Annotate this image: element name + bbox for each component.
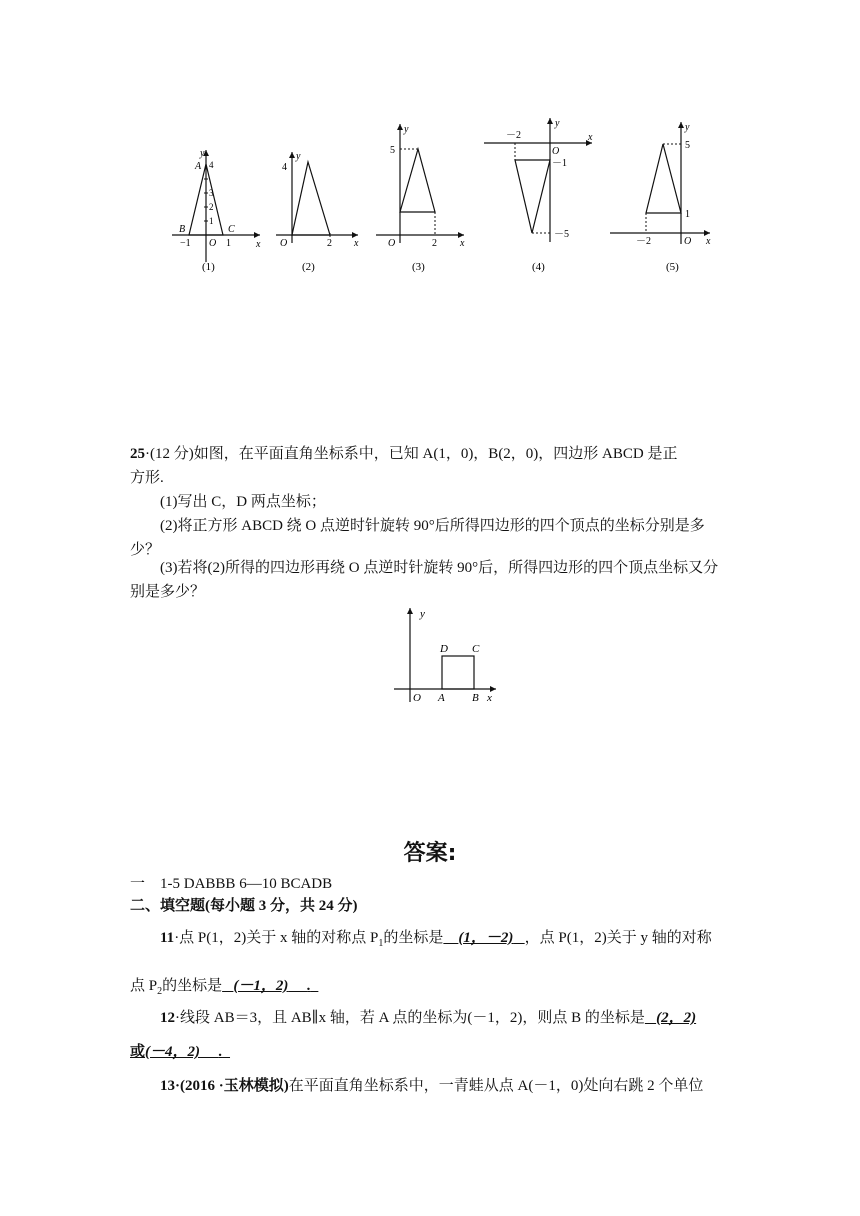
q11-text-c: ，点 P(1，2)关于 y 轴的对称 xyxy=(524,930,712,946)
q12-answer2: (－4，2) . xyxy=(145,1044,223,1060)
q25-axis-y: y xyxy=(420,608,425,620)
figure-5 xyxy=(606,112,716,277)
fig4-tick-neg1: －1 xyxy=(552,158,567,169)
q11-number: 11 xyxy=(160,930,175,946)
q11-line1 xyxy=(160,926,740,956)
fig1-tick-y1: 1 xyxy=(209,216,214,226)
q25-label-C: C xyxy=(472,643,480,655)
fig4-axis-x: x xyxy=(588,132,593,143)
q13-text: 在平面直角坐标系中，一青蛙从点 A(－1，0)处向右跳 2 个单位 xyxy=(288,1078,704,1094)
fig2-tick-y4: 4 xyxy=(282,162,287,173)
q13-number: 13 xyxy=(160,1078,175,1094)
fig1-tick-y2: 2 xyxy=(209,202,214,212)
q11-text-d: 点 P xyxy=(130,978,158,994)
fig5-label-O: O xyxy=(684,236,692,247)
fig5-axis-y: y xyxy=(685,122,690,133)
q12-line1 xyxy=(160,1006,740,1030)
q25-part1: (1)写出 C，D 两点坐标； xyxy=(160,494,326,510)
q11-text-b: 的坐标是 xyxy=(383,930,444,946)
q25-label-O: O xyxy=(413,692,421,704)
fig1-axis-x: x xyxy=(256,239,261,250)
q25-axis-x: x xyxy=(487,692,492,704)
q25-label-A: A xyxy=(438,692,445,704)
fig3-tick-y5: 5 xyxy=(390,145,395,156)
fig2-axis-x: x xyxy=(354,238,359,249)
fig2-tick-x2: 2 xyxy=(327,238,332,249)
q11-line2 xyxy=(130,974,730,1004)
fig3-axis-y: y xyxy=(404,124,409,135)
fig1-label-B: B xyxy=(179,224,186,235)
figure-4 xyxy=(480,112,600,277)
fig1-label-O: O xyxy=(209,238,217,249)
q12-text-a: ·线段 AB＝3，且 AB∥x 轴，若 A 点的坐标为(－1，2)，则点 B 的坐标是 xyxy=(175,1010,645,1026)
fig2-axis-y: y xyxy=(296,151,301,162)
fig1-label-C: C xyxy=(228,224,235,235)
answers-line1-text: 1-5 DABBB 6—10 BCADB xyxy=(160,876,333,892)
q13-line1 xyxy=(160,1074,740,1098)
q12-answer1: (2，2) xyxy=(656,1010,697,1026)
figure-1 xyxy=(168,112,268,277)
fig5-tick-y5: 5 xyxy=(685,140,690,151)
answers-line1-prefix: 一 xyxy=(130,876,146,892)
figure-3 xyxy=(372,112,472,277)
q12-line2 xyxy=(130,1040,730,1064)
q11-sub2: 2 xyxy=(157,986,163,997)
fig3-axis-x: x xyxy=(460,238,465,249)
fig4-label-O: O xyxy=(552,146,560,157)
q25-stem-line1 xyxy=(130,442,730,466)
q12-or: 或 xyxy=(130,1044,146,1060)
q25-part3-line1: (3)若将(2)所得的四边形再绕 O 点逆时针旋转 90°后，所得四边形的四个顶点坐标又分 xyxy=(160,560,719,576)
q11-answer2: (－1，2) . xyxy=(233,978,311,994)
q25-part3-line2: 别是多少？ xyxy=(130,584,206,600)
q11-answer1: (1，－2) xyxy=(458,930,514,946)
q25-part2-line1: (2)将正方形 ABCD 绕 O 点逆时针旋转 90°后所得四边形的四个顶点的坐标分别是多 xyxy=(160,518,705,534)
q11-sub1: 1 xyxy=(378,938,384,949)
fig5-tick-y1: 1 xyxy=(685,209,690,220)
fig5-caption: (5) xyxy=(666,261,679,273)
q25-stem-text: ·(12 分)如图，在平面直角坐标系中，已知 A(1，0)，B(2，0)，四边形 ABCD 是正 xyxy=(145,446,678,462)
q25-part2-line2: 少？ xyxy=(130,542,161,558)
q25-stem-line2: 方形. xyxy=(130,470,164,486)
fig2-label-O: O xyxy=(280,238,288,249)
answers-title: 答案: xyxy=(403,841,457,866)
fig3-label-O: O xyxy=(388,238,396,249)
fig1-label-A: A xyxy=(195,161,202,172)
fig4-tick-neg5: －5 xyxy=(554,229,569,240)
fig1-tick-neg1: −1 xyxy=(180,238,191,249)
fig3-caption: (3) xyxy=(412,261,425,273)
q25-label-B: B xyxy=(472,692,479,704)
q25-figure xyxy=(390,604,505,709)
fig5-axis-x: x xyxy=(706,236,711,247)
fig3-tick-x2: 2 xyxy=(432,238,437,249)
fig1-tick-y4: 4 xyxy=(209,160,214,170)
fig4-caption: (4) xyxy=(532,261,545,273)
fig1-axis-y: y xyxy=(200,148,205,159)
answers-section2: 二、填空题(每小题 3 分，共 24 分) xyxy=(130,898,358,914)
figure-2 xyxy=(270,112,365,277)
q13-source: ·(2016 ·玉林模拟) xyxy=(175,1078,289,1094)
fig5-tick-neg2: －2 xyxy=(636,236,651,247)
q12-number: 12 xyxy=(160,1010,175,1026)
fig1-caption: (1) xyxy=(202,261,215,273)
q11-text-e: 的坐标是 xyxy=(162,978,223,994)
answers-line1 xyxy=(130,872,750,896)
fig1-tick-y3: 3 xyxy=(209,188,214,198)
fig2-caption: (2) xyxy=(302,261,315,273)
fig4-axis-y: y xyxy=(555,118,560,129)
fig1-tick-x1: 1 xyxy=(226,238,231,249)
q11-text-a: ·点 P(1，2)关于 x 轴的对称点 P xyxy=(174,930,379,946)
q25-label-D: D xyxy=(440,643,448,655)
fig4-tick-neg2: －2 xyxy=(506,130,521,141)
q25-number: 25 xyxy=(130,446,145,462)
